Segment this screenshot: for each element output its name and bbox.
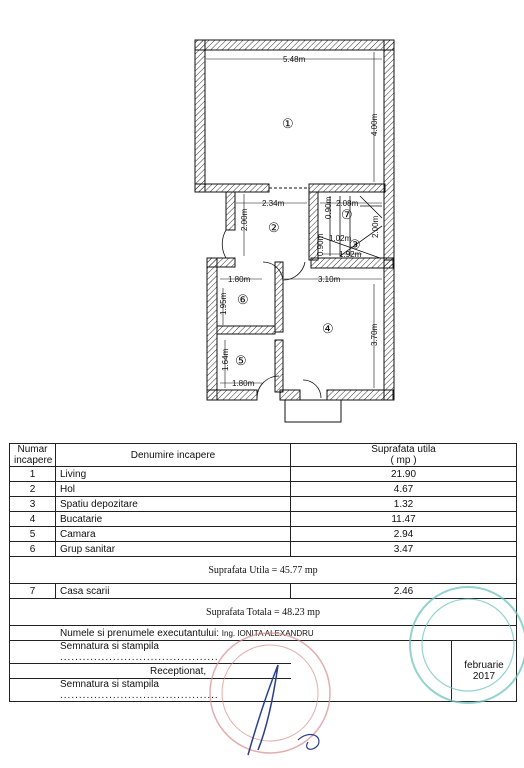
date-text: februarie 2017 [464,660,504,682]
row-num: 7 [10,584,56,599]
row-name: Camara [56,527,291,542]
table-row [10,512,517,527]
room-number-6: ⑥ [237,292,249,307]
signature-cell-2 [10,679,291,702]
row-area: 21.90 [291,467,517,482]
table-row [10,467,517,482]
row-name: Casa scarii [56,584,291,599]
signature-cell-1 [10,641,291,664]
row-name: Hol [56,482,291,497]
table-row [10,542,517,557]
dim-living-width: 5.48m [283,55,306,64]
room-number-4: ④ [322,321,334,336]
room-areas-table [9,443,517,702]
row-num: 3 [10,497,56,512]
subtotal-row [10,557,517,584]
header-suprafata-label: Suprafata utila [371,444,436,455]
dim-370: 3.70m [370,323,379,346]
room-number-5: ⑤ [235,353,247,368]
table-row [10,482,517,497]
date-area [291,641,517,702]
header-numar: Numar incapere [10,444,56,467]
dim-164: 1.64m [221,348,230,371]
row-area: 11.47 [291,512,517,527]
signature-dots-1: .......................................... [60,652,219,663]
row-name: Bucatarie [56,512,291,527]
dim-310: 3.10m [318,275,341,284]
row-num: 5 [10,527,56,542]
room-number-3: ③ [349,237,361,252]
header-denumire: Denumire incapere [56,444,291,467]
dim-stair-width: 2.08m [336,199,359,208]
row-area: 4.67 [291,482,517,497]
row-area: 3.47 [291,542,517,557]
row-area: 2.94 [291,527,517,542]
signature-row-1 [10,641,517,664]
signature-dots-2: .......................................... [60,690,219,701]
doors [222,230,321,398]
dim-090b: 0.90m [316,233,325,256]
row-name: Living [56,467,291,482]
executant-name: Ing. IONITA ALEXANDRU [221,628,314,638]
dim-living-height: 4.00m [370,113,379,136]
hol-walls [207,192,393,268]
room-number-7: ⑦ [341,207,353,222]
dim-hol-height: 2.00m [240,208,249,231]
row-num: 4 [10,512,56,527]
subtotal-text: Suprafata Utila = 45.77 mp [10,557,517,584]
dim-102: 1.02m [329,234,352,243]
row-num: 6 [10,542,56,557]
dim-195: 1.95m [219,292,228,315]
dim-180a: 1.80m [228,275,251,284]
table-header-row [10,444,517,467]
row-area: 1.32 [291,497,517,512]
dim-hol-width: 2.34m [262,199,285,208]
total-row [10,599,517,626]
signature-label-2: Semnatura si stampila [60,679,159,690]
row-name: Grup sanitar [56,542,291,557]
dim-090a: 0.90m [324,196,333,219]
table-row [10,497,517,512]
row-num: 1 [10,467,56,482]
table-row [10,527,517,542]
row-area: 2.46 [291,584,517,599]
living-walls [195,40,394,268]
entrance-step [285,400,341,422]
row-name: Spatiu depozitare [56,497,291,512]
executant-cell [10,626,517,641]
room-number-2: ② [268,220,280,235]
header-unit: ( mp ) [390,455,417,466]
executant-row [10,626,517,641]
total-text: Suprafata Totala = 48.23 mp [10,599,517,626]
dim-180b: 1.80m [232,379,255,388]
dim-200b: 2.00m [371,215,380,238]
date-box [451,641,516,701]
row-num: 2 [10,482,56,497]
dim-192: 1.92m [339,250,362,259]
room-number-1: ① [282,116,294,131]
table-row [10,584,517,599]
signature-label-1: Semnatura si stampila [60,641,159,652]
executant-label: Numele si prenumele executantului: [60,627,219,639]
header-suprafata [291,444,517,467]
received-label: Receptionat, [10,664,291,679]
